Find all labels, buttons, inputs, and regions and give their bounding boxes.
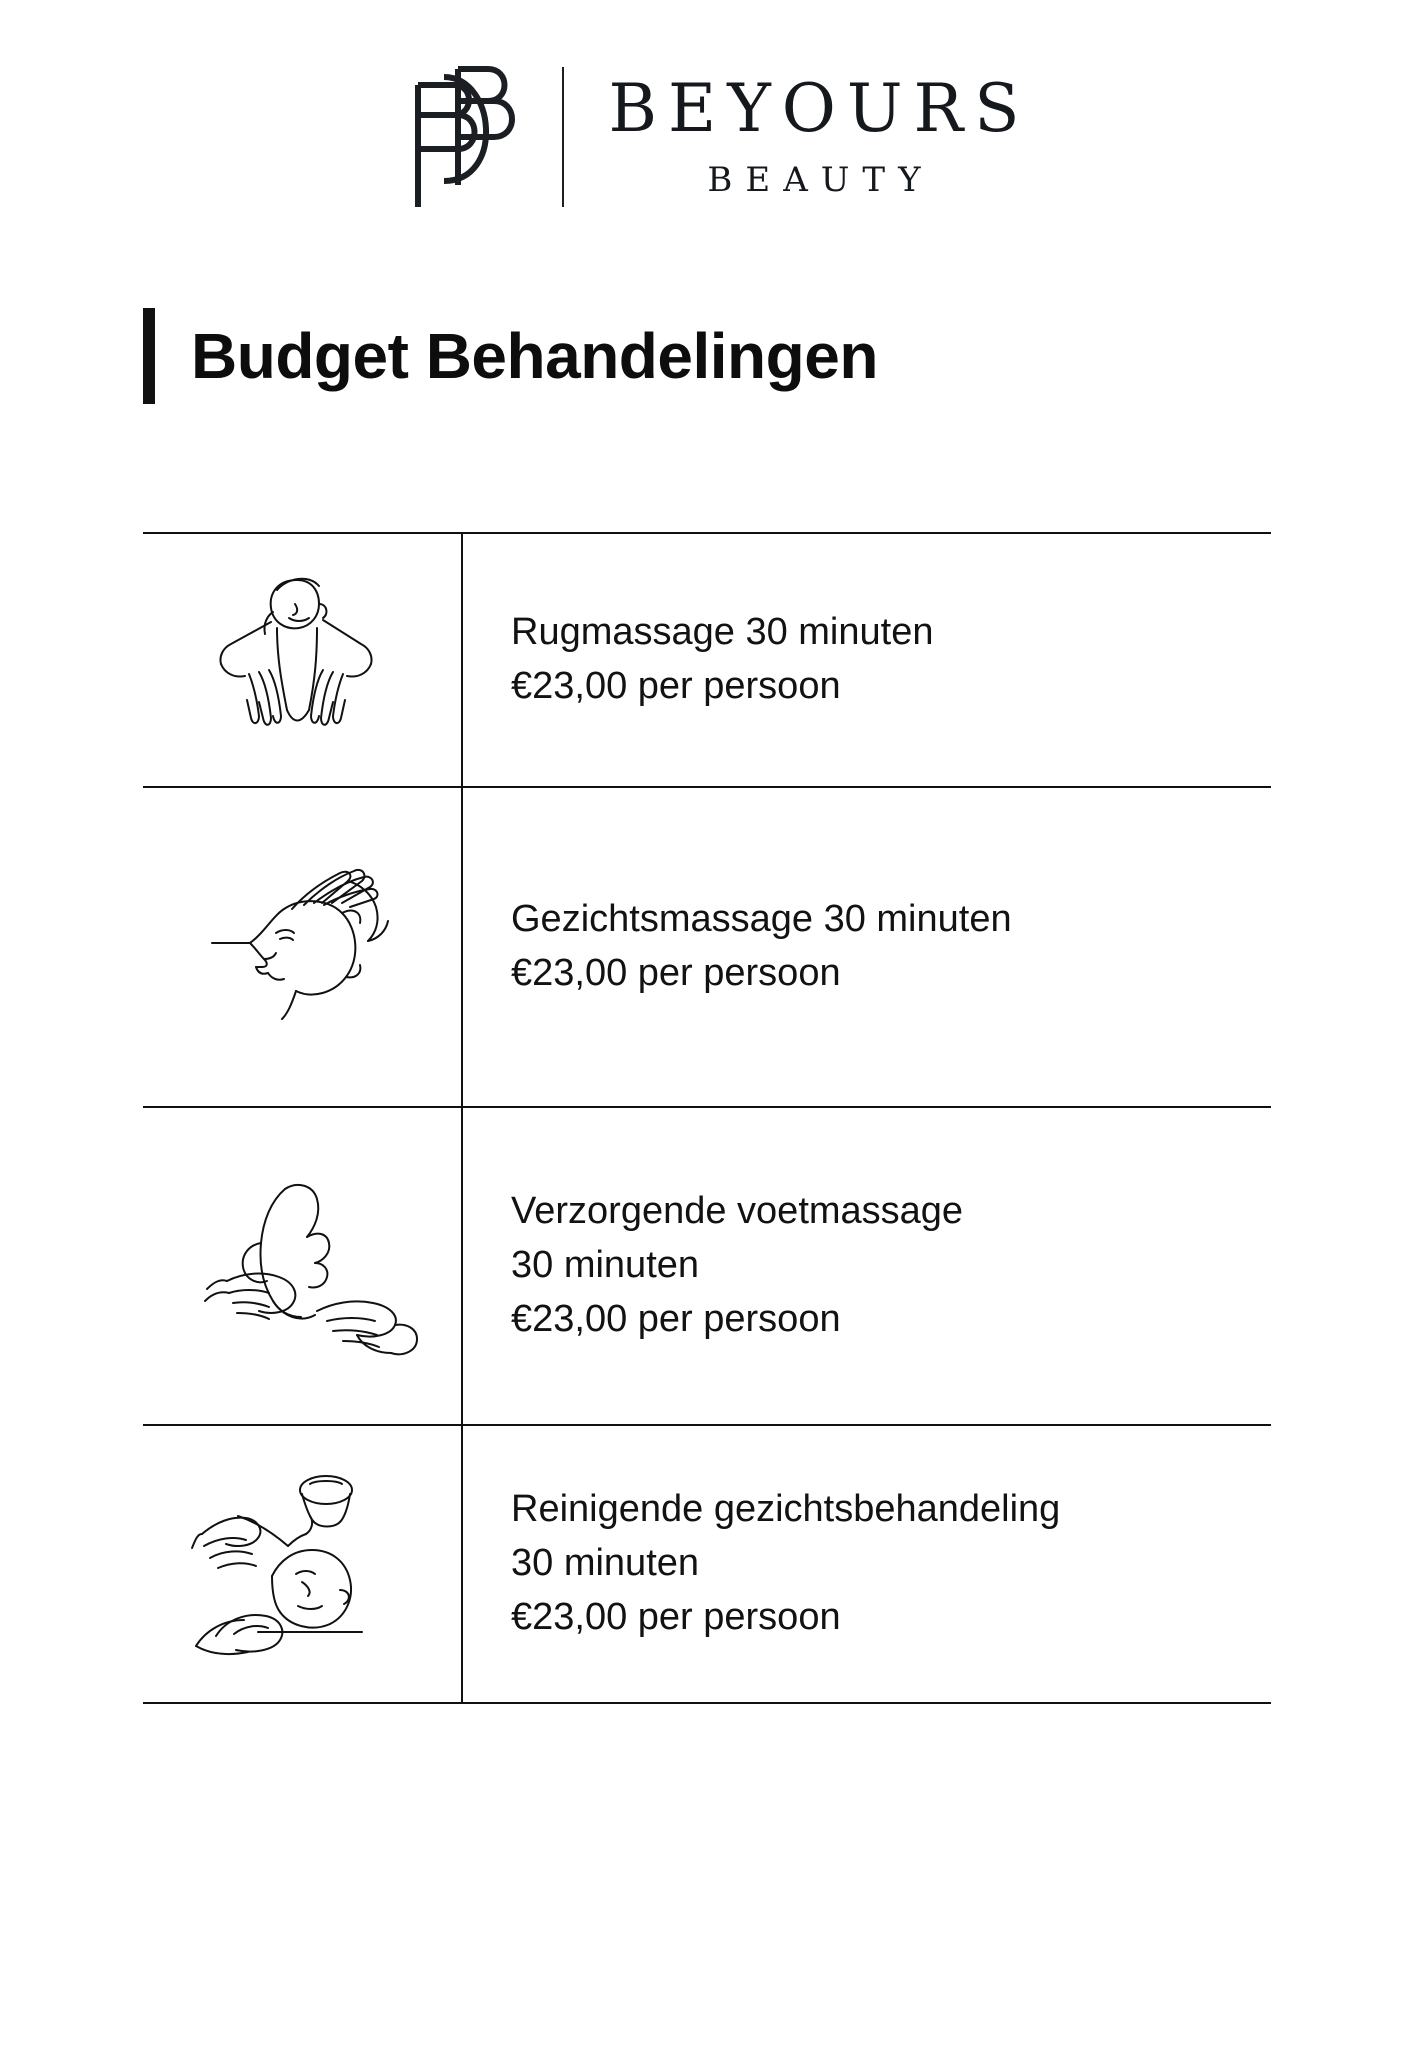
treatment-name: Gezichtsmassage 30 minuten bbox=[511, 898, 1012, 941]
logo-divider bbox=[562, 67, 564, 207]
treatment-price: €23,00 per persoon bbox=[511, 665, 841, 707]
treatment-name: Rugmassage 30 minuten bbox=[511, 611, 934, 654]
table-row bbox=[143, 1108, 1271, 1426]
table-row bbox=[143, 534, 1271, 788]
foot-massage-icon bbox=[143, 1108, 463, 1424]
facial-cleansing-icon bbox=[143, 1426, 463, 1702]
treatment-text bbox=[463, 1426, 1271, 1702]
treatment-price: €23,00 per persoon bbox=[511, 1595, 841, 1638]
treatment-text bbox=[463, 788, 1271, 1106]
treatment-price: €23,00 per persoon bbox=[511, 952, 841, 994]
treatment-name: Verzorgende voetmassage bbox=[511, 1190, 964, 1233]
table-row bbox=[143, 1426, 1271, 1704]
treatment-name: Reinigende gezichtsbehandeling bbox=[511, 1488, 1061, 1531]
brand-name: BEYOURS bbox=[608, 70, 1031, 148]
title-accent-bar bbox=[143, 308, 155, 404]
treatment-duration: 30 minuten bbox=[511, 1542, 700, 1585]
brand-tagline: BEAUTY bbox=[707, 159, 934, 200]
treatment-text bbox=[463, 1108, 1271, 1424]
page-title bbox=[143, 308, 1414, 404]
table-row bbox=[143, 788, 1271, 1108]
brand-wordmark bbox=[598, 70, 1031, 200]
face-massage-icon bbox=[143, 788, 463, 1106]
back-massage-icon bbox=[143, 534, 463, 786]
brand-logo bbox=[0, 52, 1414, 222]
treatment-table bbox=[143, 532, 1271, 1704]
treatment-duration: 30 minuten bbox=[511, 1244, 700, 1287]
page-title-text: Budget Behandelingen bbox=[191, 320, 878, 392]
treatment-text bbox=[463, 534, 1271, 786]
treatment-price: €23,00 per persoon bbox=[511, 1297, 841, 1340]
bb-monogram-icon bbox=[384, 57, 534, 217]
